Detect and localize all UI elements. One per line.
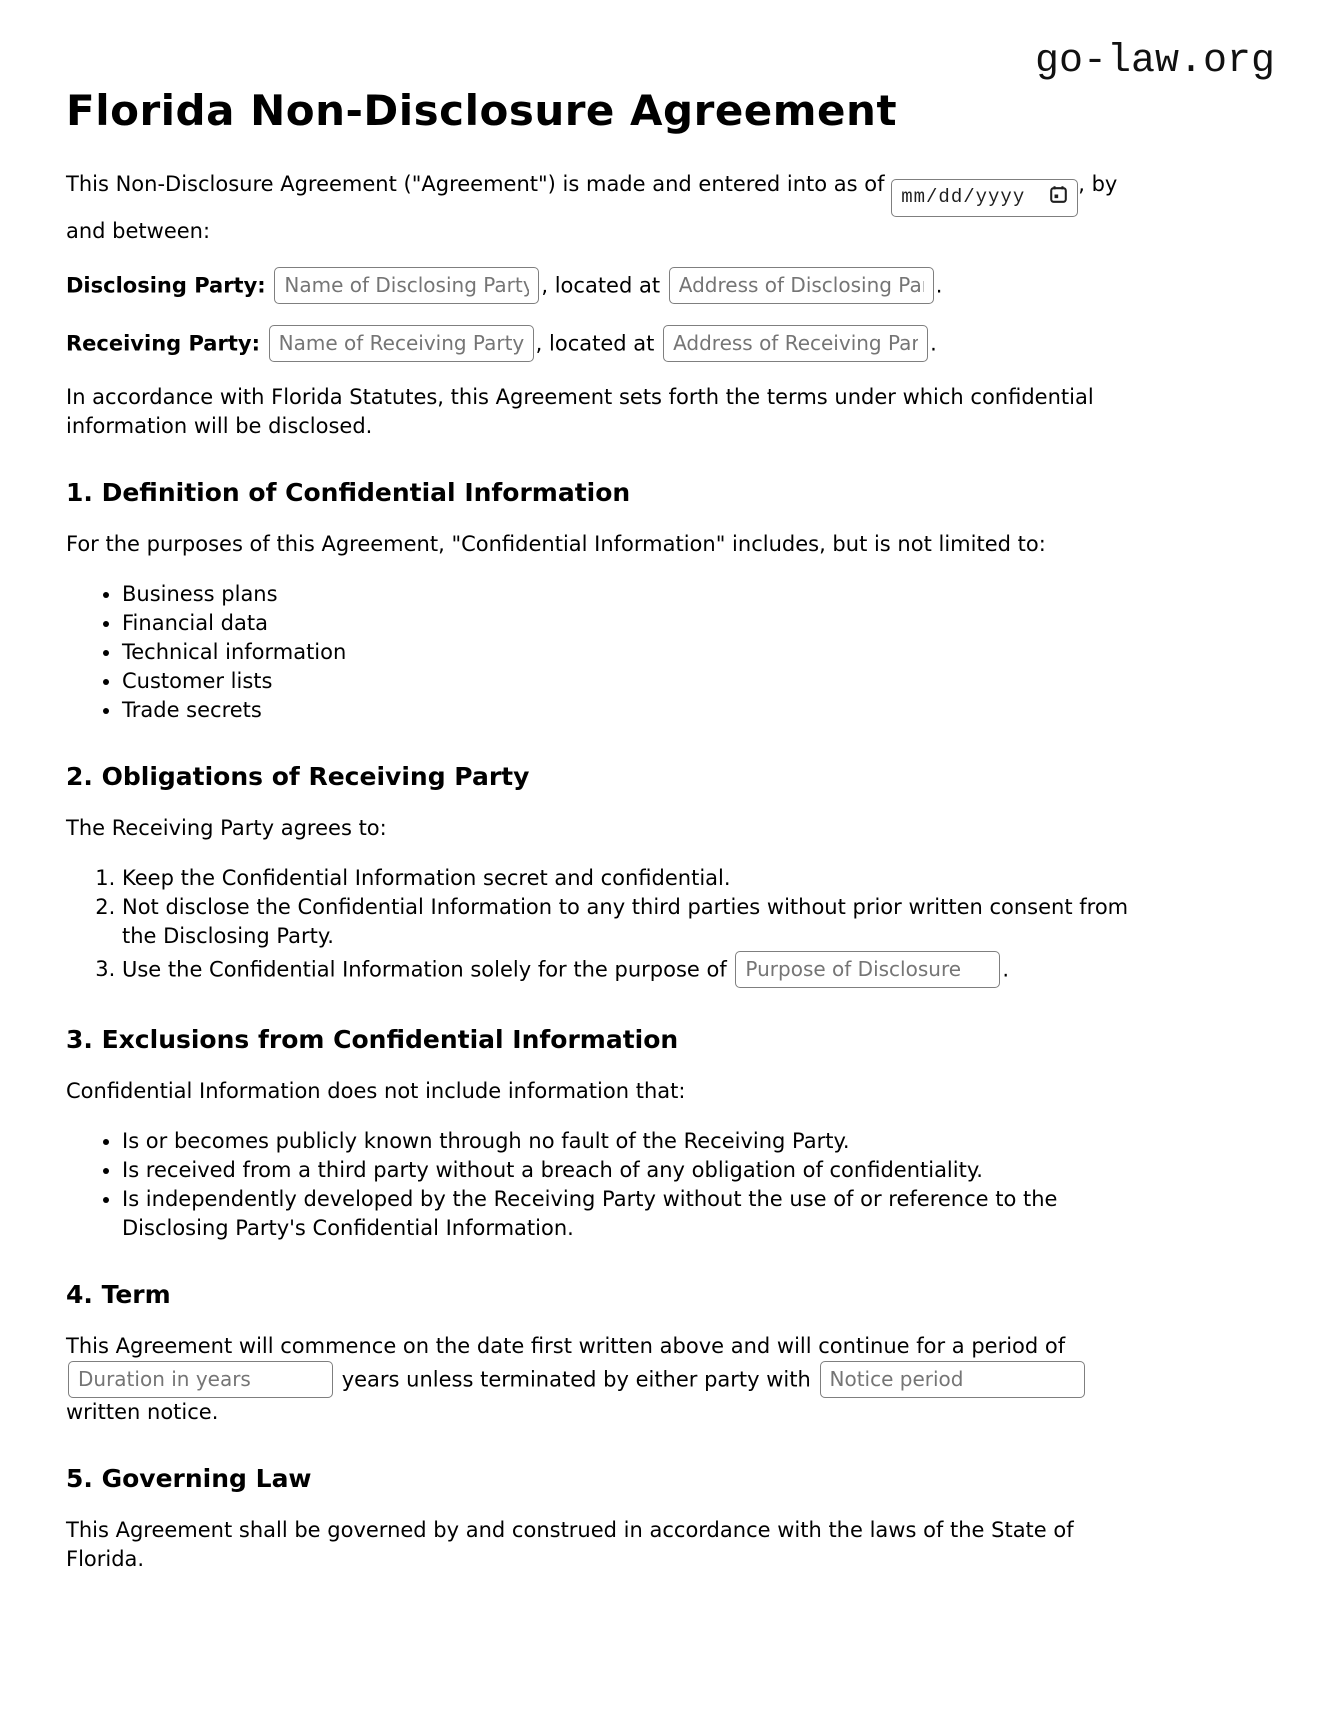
term-text-after-duration: years unless terminated by either party with bbox=[341, 1367, 811, 1391]
definition-item: • Customer lists bbox=[122, 667, 1130, 696]
receiving-terminator: . bbox=[930, 331, 937, 355]
definition-item: • Trade secrets bbox=[122, 696, 1130, 725]
term-text-after-notice: written notice. bbox=[66, 1399, 219, 1424]
receiving-party-name-input[interactable] bbox=[269, 325, 534, 362]
notice-period-input[interactable] bbox=[820, 1361, 1085, 1398]
governing-paragraph: This Agreement shall be governed by and construed in accordance with the laws of the State of Florida. bbox=[66, 1517, 1074, 1571]
preamble-paragraph: In accordance with Florida Statutes, this Agreement sets forth the terms under which confidential information will be disclosed. bbox=[66, 384, 1094, 438]
section-4-heading: 4. Term bbox=[66, 1279, 171, 1309]
definition-item: • Technical information bbox=[122, 638, 1130, 667]
exclusion-item: • Is independently developed by the Receiving Party without the use of or reference to the Disclosing Party's Confidential Information. bbox=[122, 1185, 1130, 1243]
date-placeholder: mm/dd/yyyy bbox=[901, 186, 1026, 208]
disclosing-located-at: , located at bbox=[541, 273, 661, 297]
disclosing-party-row bbox=[66, 267, 1130, 304]
duration-input[interactable] bbox=[68, 1361, 333, 1398]
disclosing-terminator: . bbox=[935, 273, 943, 297]
section-3-heading: 3. Exclusions from Confidential Information bbox=[66, 1024, 679, 1054]
receiving-party-address-input[interactable] bbox=[663, 325, 928, 362]
definition-item: • Business plans bbox=[122, 580, 1130, 609]
definition-list bbox=[66, 580, 1130, 725]
receiving-party-label: Receiving Party: bbox=[66, 331, 260, 355]
section-1-heading: 1. Definition of Confidential Information bbox=[66, 477, 631, 507]
disclosing-party-address-input[interactable] bbox=[669, 267, 934, 304]
purpose-input[interactable] bbox=[735, 951, 1000, 988]
section-1-intro: For the purposes of this Agreement, "Confidential Information" includes, but is not limited to: bbox=[66, 531, 1046, 556]
term-text-before-duration: This Agreement will commence on the date first written above and will continue for a period of bbox=[66, 1333, 1066, 1358]
exclusion-item: • Is or becomes publicly known through no fault of the Receiving Party. bbox=[122, 1127, 1130, 1156]
obligations-list bbox=[66, 864, 1130, 988]
document-body bbox=[66, 86, 1130, 1574]
page-title: Florida Non-Disclosure Agreement bbox=[66, 86, 898, 135]
section-2-heading: 2. Obligations of Receiving Party bbox=[66, 761, 530, 791]
date-input[interactable] bbox=[891, 179, 1078, 217]
intro-paragraph bbox=[66, 170, 1130, 246]
obligation-item: 2. Not disclose the Confidential Information to any third parties without prior written consent from the Disclosing Party. bbox=[122, 893, 1130, 951]
definition-item: • Financial data bbox=[122, 609, 1130, 638]
obligation-item-with-input bbox=[122, 951, 1130, 988]
section-3-intro: Confidential Information does not include information that: bbox=[66, 1078, 686, 1103]
obligation-item3-terminator: . bbox=[1002, 957, 1010, 981]
site-brand: go-law.org bbox=[1034, 39, 1275, 84]
intro-text-before-date: This Non-Disclosure Agreement ("Agreement") is made and entered into as of bbox=[66, 172, 885, 196]
disclosing-party-name-input[interactable] bbox=[274, 267, 539, 304]
exclusion-item: • Is received from a third party without a breach of any obligation of confidentiality. bbox=[122, 1156, 1130, 1185]
section-5-heading: 5. Governing Law bbox=[66, 1463, 312, 1493]
receiving-located-at: , located at bbox=[535, 331, 655, 355]
disclosing-party-label: Disclosing Party: bbox=[66, 273, 266, 297]
section-2-intro: The Receiving Party agrees to: bbox=[66, 815, 387, 840]
obligation-item3-text: Use the Confidential Information solely for the purpose of bbox=[122, 957, 727, 981]
obligation-item: 1. Keep the Confidential Information secret and confidential. bbox=[122, 864, 1130, 893]
exclusions-list bbox=[66, 1127, 1130, 1243]
term-paragraph bbox=[66, 1332, 1130, 1427]
calendar-icon[interactable] bbox=[1049, 183, 1068, 212]
receiving-party-row bbox=[66, 325, 1130, 362]
intro-text-after-date: , by and between: bbox=[66, 172, 1118, 243]
